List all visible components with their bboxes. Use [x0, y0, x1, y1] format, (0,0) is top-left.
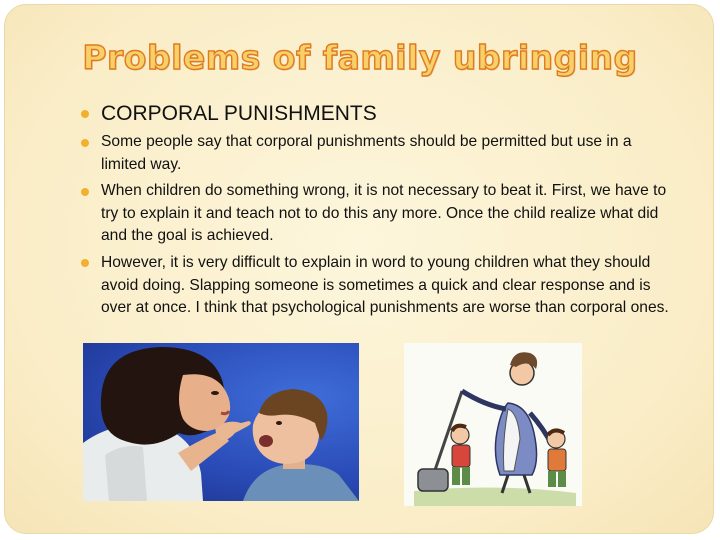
bullet-text: However, it is very difficult to explain in word to young children what they should avoid doing. Slapping someone is sometimes a quick and clear response and is over at once. I think that psychological punishments are worse than corporal ones. [101, 253, 669, 317]
bullet-dot-icon [81, 188, 89, 196]
bullet-item [80, 180, 680, 248]
mother-scolding-child-illustration [83, 343, 359, 501]
bullet-list [80, 100, 680, 324]
bullet-text: When children do something wrong, it is not necessary to beat it. First, we have to try to explain it and teach not to do this any more. Once the child realize what did and the goal is achieved. [101, 182, 667, 245]
bullet-dot-icon [81, 139, 89, 147]
cartoon-illustration [404, 343, 582, 506]
bullet-item [80, 131, 680, 176]
bullet-text: CORPORAL PUNISHMENTS [101, 102, 377, 125]
bullet-item [80, 252, 680, 320]
bullet-dot-icon [81, 259, 89, 267]
cartoon-mother-children-image [404, 343, 582, 506]
bullet-heading [80, 100, 680, 127]
bullet-text: Some people say that corporal punishments should be permitted but use in a limited way. [101, 133, 632, 173]
bullet-dot-icon [81, 110, 89, 118]
mother-scolding-child-photo [83, 343, 359, 501]
slide-title: Problems of family ubringing [82, 38, 638, 77]
